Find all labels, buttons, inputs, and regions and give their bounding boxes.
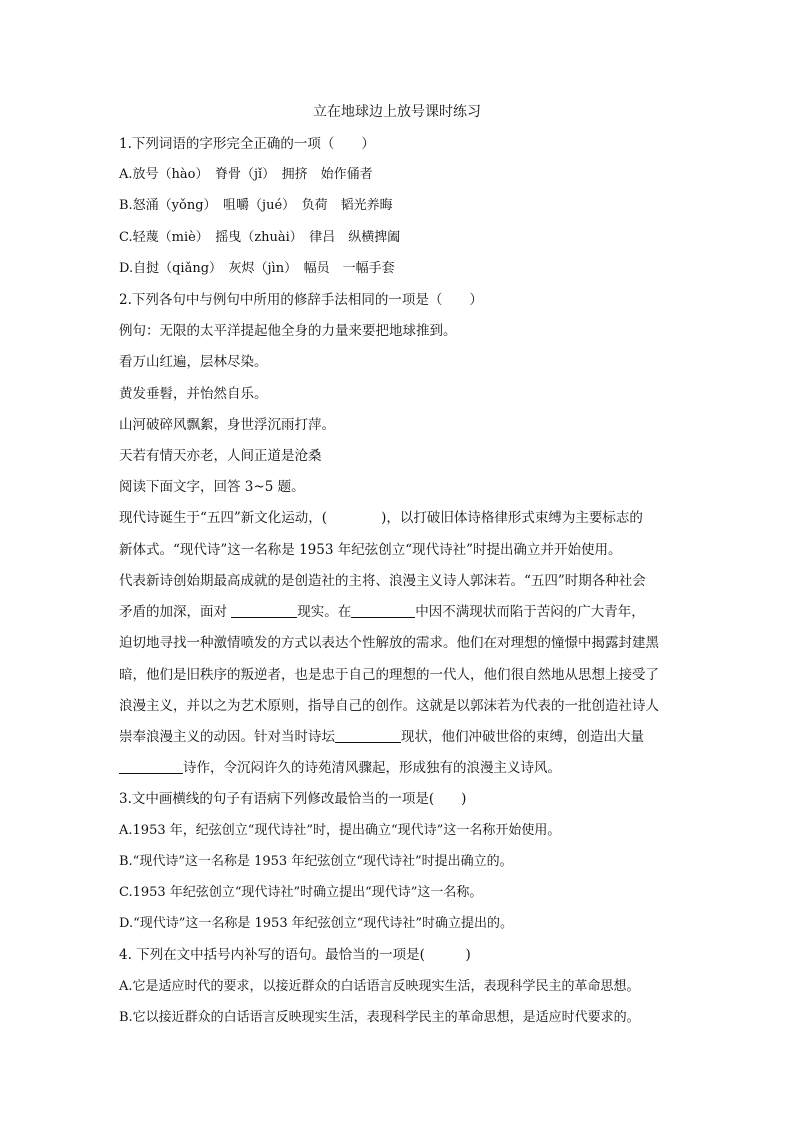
passage-text: 矛盾的加深，面对 (119, 604, 232, 620)
question-2-option-4: 天若有情天亦老，人间正道是沧桑 (119, 448, 322, 464)
fill-blank-2 (351, 603, 415, 618)
question-2-example: 例句：无限的太平洋提起他全身的力量来要把地球推到。 (119, 323, 457, 339)
question-4-option-a: A.它是适应时代的要求，以接近群众的白话语言反映现实生活，表现科学民主的革命思想。 (119, 979, 640, 994)
question-4-stem: 4. 下列在文中括号内补写的语句。最恰当的一项是( ) (119, 947, 471, 963)
question-1-stem: 1.下列词语的字形完全正确的一项（ ） (119, 136, 375, 152)
passage-paragraph-2-line-3: 迫切地寻找一种激情喷发的方式以表达个性解放的需求。他们在对理想的憧憬中揭露封建黑 (119, 635, 659, 651)
passage-text: 中因不满现状而陷于苦闷的广大青年， (415, 604, 645, 620)
question-3-option-d: D.“现代诗”这一名称是 1953 年纪弦创立“现代诗社”时确立提出的。 (119, 916, 514, 931)
passage-paragraph-2-line-1: 代表新诗创始期最高成就的是创造社的主将、浪漫主义诗人郭沫若。“五四”时期各种社会 (119, 573, 646, 589)
passage-text: 诗作，令沉闷许久的诗苑清风骤起，形成独有的浪漫主义诗风。 (183, 760, 561, 776)
fill-blank-1 (231, 603, 297, 618)
question-3-stem: 3.文中画横线的句子有语病下列修改最恰当的一项是( ) (119, 791, 467, 807)
question-1-option-c: C.轻蔑（miè） 摇曳（zhuài） 律吕 纵横捭阖 (119, 230, 401, 245)
passage-paragraph-2-line-4: 暗，他们是旧秩序的叛逆者，也是忠于自己的理想的一代人，他们很自然地从思想上接受了 (119, 667, 659, 683)
question-3-option-b: B.“现代诗”这一名称是 1953 年纪弦创立“现代诗社”时提出确立的。 (119, 854, 513, 869)
question-1-option-a: A.放号（hào） 脊骨（jǐ） 拥挤 始作俑者 (119, 167, 373, 182)
passage-text: 崇奉浪漫主义的动因。针对当时诗坛 (119, 729, 335, 745)
question-2-option-1: 看万山红遍，层林尽染。 (119, 354, 268, 370)
question-2-option-3: 山河破碎风飘絮，身世浮沉雨打萍。 (119, 417, 335, 433)
passage-paragraph-1-line-2: 新体式。“现代诗”这一名称是 1953 年纪弦创立“现代诗社”时提出确立并开始使用。 (119, 542, 622, 558)
fill-blank-4 (119, 759, 183, 774)
passage-paragraph-2-line-7 (119, 758, 679, 778)
question-1-option-b: B.怒涌（yǒng） 咀嚼（jué） 负荷 韬光养晦 (119, 198, 393, 213)
passage-text: 现状，他们冲破世俗的束缚，创造出大量 (401, 729, 644, 745)
page-title: 立在地球边上放号课时练习 (313, 104, 481, 120)
passage-paragraph-2-line-2 (119, 602, 679, 622)
passage-paragraph-1-line-1: 现代诗诞生于“五四”新文化运动，( )，以打破旧体诗格律形式束缚为主要标志的 (119, 510, 643, 526)
question-3-option-a: A.1953 年，纪弦创立“现代诗社”时，提出确立“现代诗”这一名称开始使用。 (119, 823, 561, 838)
question-2-option-2: 黄发垂髫，并怡然自乐。 (119, 386, 268, 402)
passage-paragraph-2-line-5: 浪漫主义，并以之为艺术原则，指导自己的创作。这就是以郭沫若为代表的一批创造社诗人 (119, 698, 659, 714)
question-2-stem: 2.下列各句中与例句中所用的修辞手法相同的一项是（ ） (119, 292, 483, 308)
passage-text: 现实。在 (297, 604, 352, 620)
question-4-option-b: B.它以接近群众的白话语言反映现实生活，表现科学民主的革命思想，是适应时代要求的。 (119, 1010, 640, 1025)
reading-intro: 阅读下面文字，回答 3~5 题。 (119, 479, 305, 495)
passage-paragraph-2-line-6 (119, 727, 679, 747)
question-3-option-c: C.1953 年纪弦创立“现代诗社”时确立提出“现代诗”这一名称。 (119, 885, 483, 900)
question-1-option-d: D.自挝（qiǎng） 灰烬（jìn） 幅员 一幅手套 (119, 261, 395, 276)
fill-blank-3 (335, 728, 401, 743)
